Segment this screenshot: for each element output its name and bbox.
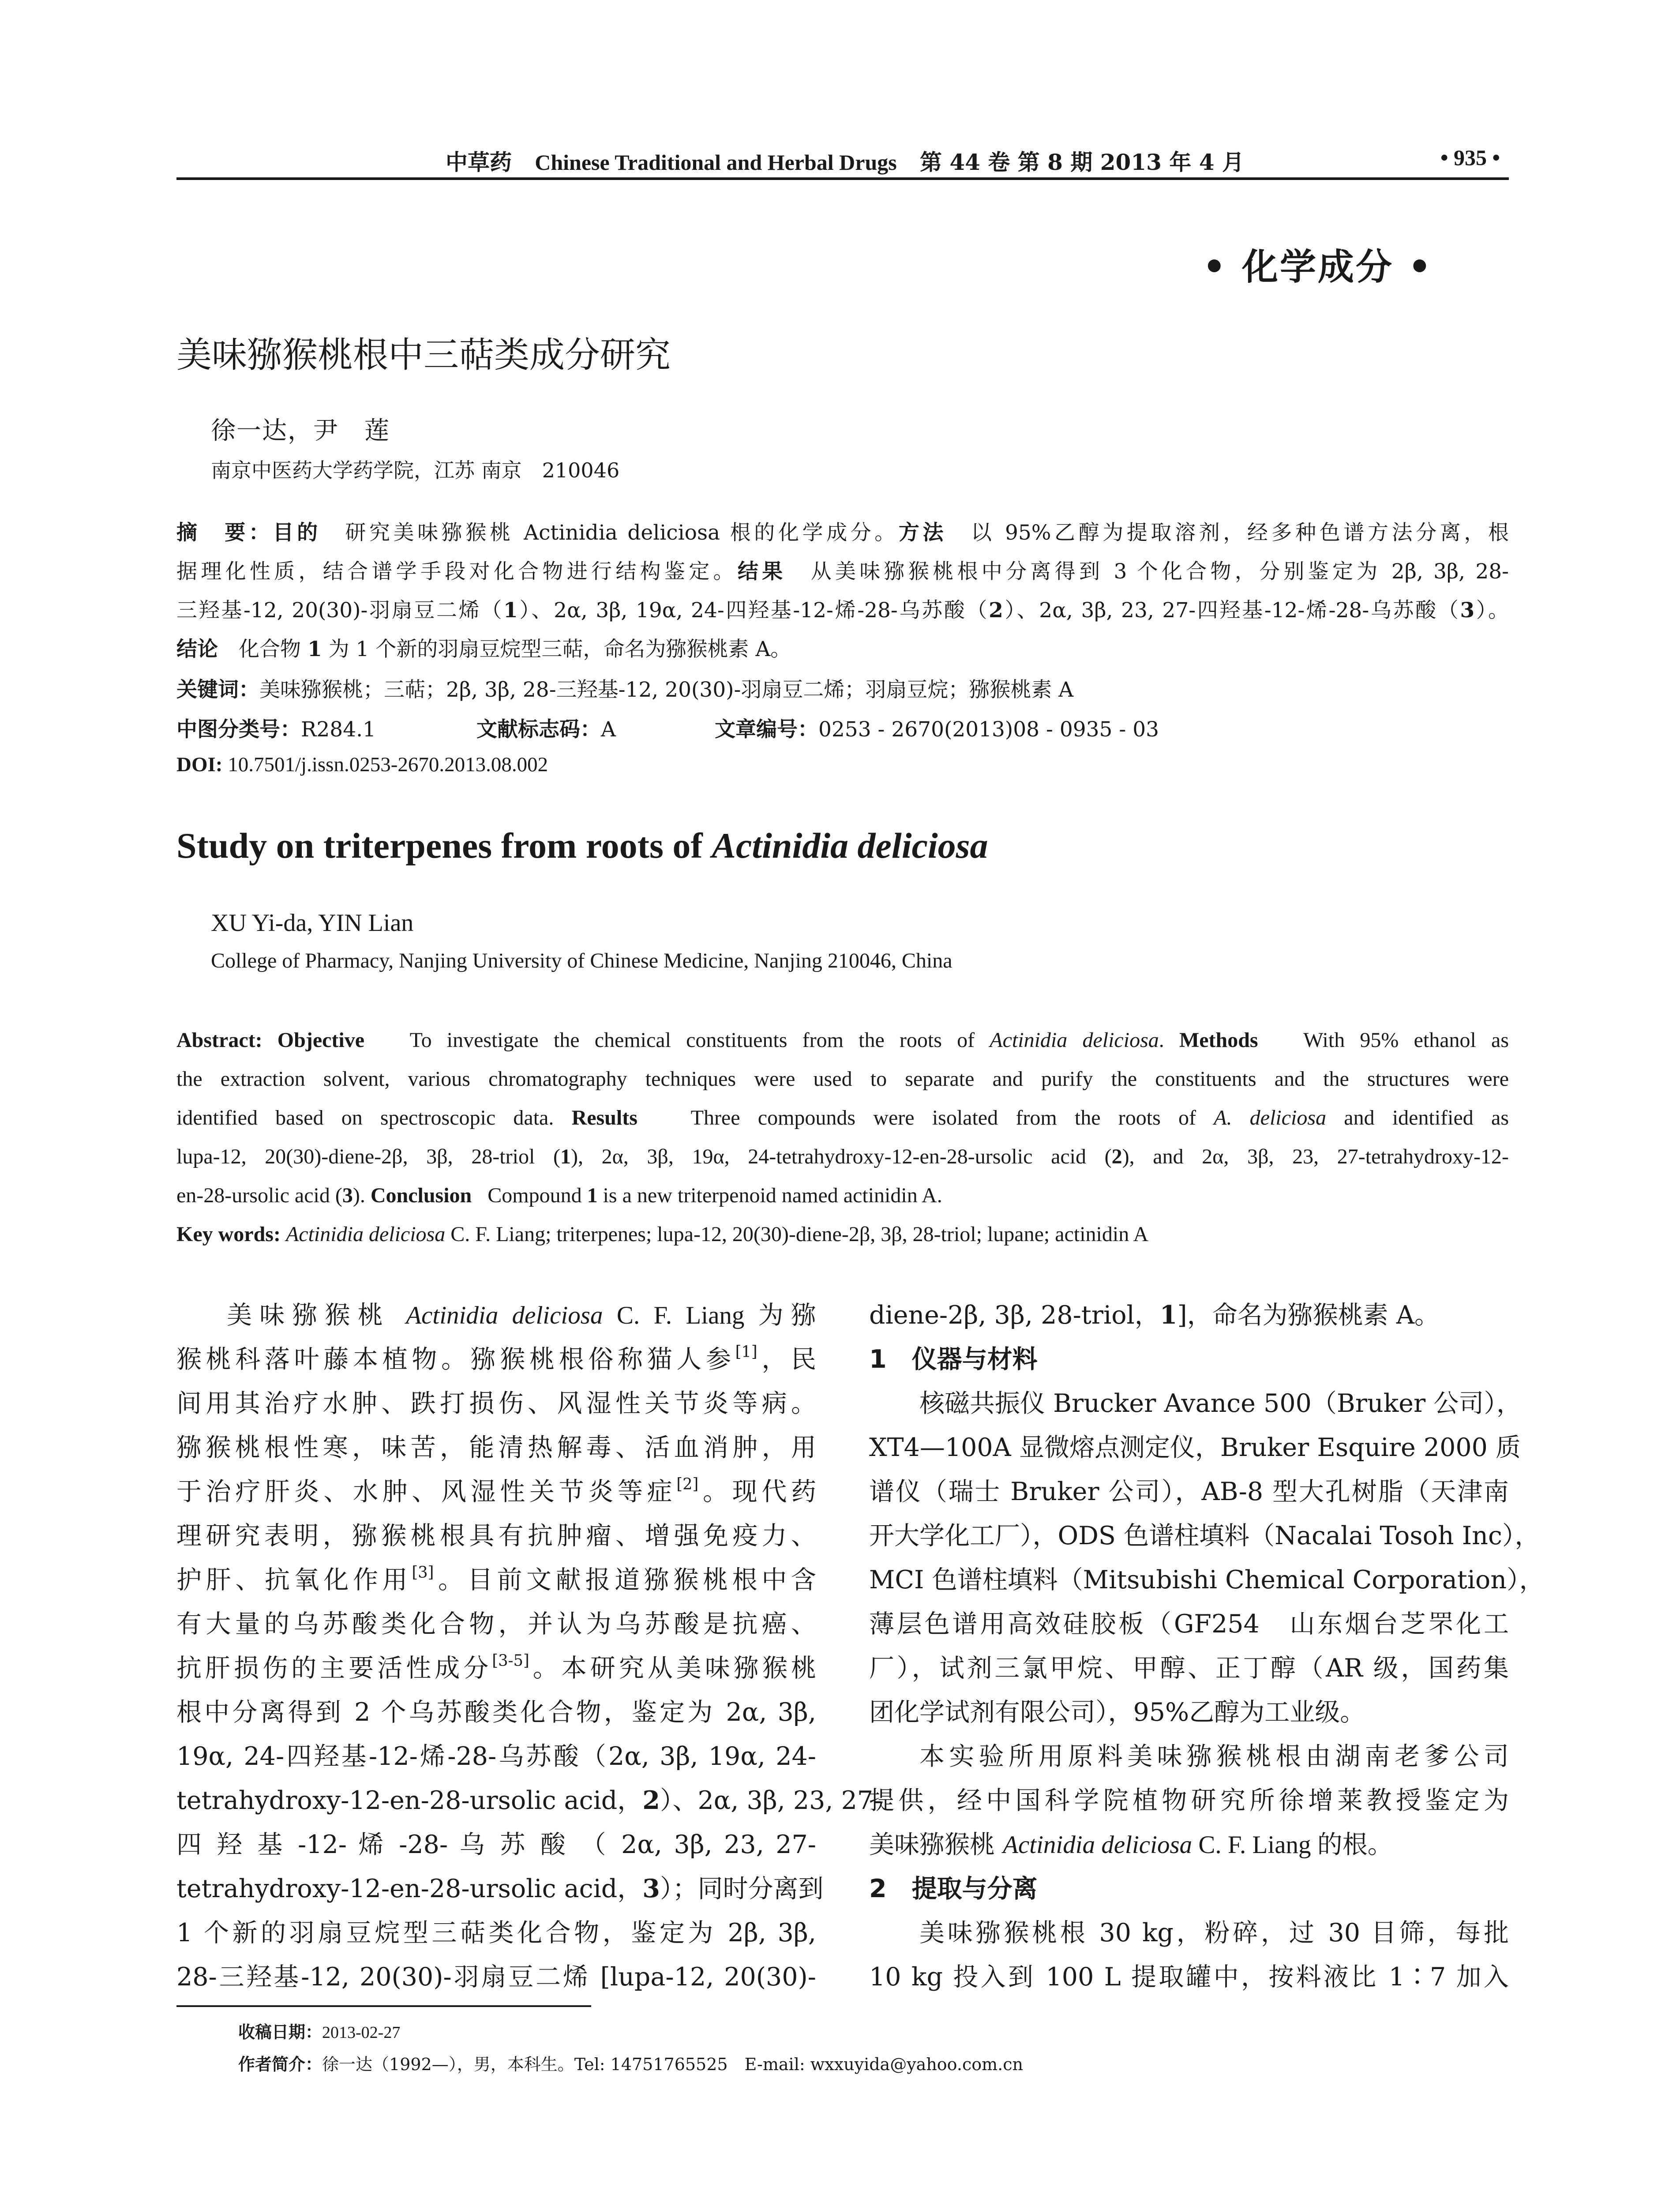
abstract-en-label: Abstract: [176, 1028, 262, 1052]
received-label: 收稿日期： [238, 2022, 322, 2042]
compound-ref: 2 [642, 1786, 660, 1815]
body-text: 抗肝损伤的主要活性成分 [176, 1654, 492, 1683]
abstract-en-line-5 [176, 1183, 1509, 1208]
body-text: 美味猕猴桃 [227, 1301, 406, 1330]
species-name: Actinidia deliciosa [285, 1223, 446, 1246]
body-text: C. F. Liang 的根。 [1192, 1831, 1393, 1859]
authors-cn: 徐一达，尹 莲 [211, 416, 390, 445]
abstract-en-text: and identified as [1326, 1106, 1509, 1129]
doc-code-label: 文献标志码： [476, 717, 601, 742]
citation-ref: [2] [676, 1475, 699, 1493]
citation-ref: [3-5] [492, 1651, 529, 1670]
keywords-cn-text: 美味猕猴桃；三萜；2β, 3β, 28-三羟基-12, 20(30)-羽扇豆二烯；羽扇豆烷；猕猴桃素 A [259, 678, 1074, 702]
body-text: 。目前文献报道猕猴桃根中含 [434, 1565, 817, 1594]
keywords-cn [176, 673, 1509, 703]
body-text: 。本研究从美味猕猴桃 [529, 1654, 817, 1683]
methods-cn-a: 以 95%乙醇为提取溶剂，经多种色谱方法分离，根 [971, 521, 1509, 545]
body-line: 1 个新的羽扇豆烷型三萜类化合物，鉴定为 2β, 3β, [176, 1918, 816, 1947]
body-text: 于治疗肝炎、水肿、风湿性关节炎等症 [176, 1477, 677, 1506]
abstract-en-line-2 [176, 1067, 1509, 1091]
conclusion-label-cn: 结论 [176, 637, 218, 661]
body-line: 四 羟 基 -12- 烯 -28- 乌 苏 酸 （ 2α, 3β, 23, 27- [176, 1830, 816, 1859]
footnote-received [238, 2018, 400, 2043]
abstract-en-text: . [1159, 1028, 1179, 1052]
journal-info [446, 145, 1244, 176]
running-header [176, 140, 1509, 177]
body-text: 猴桃科落叶藤本植物。猕猴桃根俗称猫人参 [176, 1345, 735, 1374]
abstract-cn-line-4 [176, 633, 1509, 662]
author-bio-label: 作者简介： [238, 2054, 322, 2074]
objective-label-en: Objective [277, 1028, 365, 1052]
body-line: 10 kg 投入到 100 L 提取罐中，按料液比 1∶7 加入 [869, 1962, 1509, 1992]
results-cn-b2: ）、2α, 3β, 19α, 24-四羟基-12-烯-28-乌苏酸（ [518, 598, 989, 623]
title-cn: 美味猕猴桃根中三萜类成分研究 [176, 334, 671, 375]
methods-cn-b: 据理化性质，结合谱学手段对化合物进行结构鉴定。 [176, 559, 738, 584]
body-text: diene-2β, 3β, 28-triol， [869, 1301, 1160, 1330]
abstract-en-line-4 [176, 1144, 1509, 1169]
citation-ref: [3] [412, 1563, 434, 1582]
keywords-en [176, 1222, 1509, 1246]
conclusion-cn-b: 为 1 个新的羽扇豆烷型三萜，命名为猕猴桃素 A。 [328, 637, 791, 661]
abstract-en-line-3 [176, 1106, 1509, 1130]
abstract-en-text: ), and 2α, 3β, 23, 27-tetrahydroxy-12- [1122, 1145, 1509, 1168]
clc-value: R284.1 [301, 717, 376, 742]
body-line [176, 1868, 824, 1905]
abstract-en-text: en-28-ursolic acid ( [176, 1184, 342, 1207]
title-en-plain: Study on triterpenes from roots of [176, 825, 712, 866]
header-rule [176, 177, 1509, 180]
body-text: ）、2α, 3β, 23, 27- [660, 1786, 882, 1815]
section-heading-2: 2 提取与分离 [869, 1874, 1038, 1903]
doi-value: 10.7501/j.issn.0253-2670.2013.08.002 [228, 753, 548, 776]
clc-label: 中图分类号： [176, 717, 301, 742]
body-line [176, 1780, 882, 1816]
results-cn-a: 从美味猕猴桃根中分离得到 3 个化合物，分别鉴定为 2β, 3β, 28- [810, 559, 1509, 584]
abstract-en-text: Three compounds were isolated from the roots of [690, 1106, 1214, 1129]
body-text: tetrahydroxy-12-en-28-ursolic acid， [176, 1786, 643, 1815]
title-en [176, 825, 988, 867]
body-line [869, 1295, 1509, 1331]
article-number-label: 文章编号： [715, 717, 818, 742]
body-text: tetrahydroxy-12-en-28-ursolic acid， [176, 1874, 643, 1903]
body-line: 开大学化工厂），ODS 色谱柱填料（Nacalai Tosoh Inc）， [869, 1521, 1540, 1550]
body-line: 团化学试剂有限公司），95%乙醇为工业级。 [869, 1698, 1365, 1727]
abstract-cn-line-2 [176, 555, 1509, 585]
species-name: Actinidia deliciosa [1003, 1831, 1192, 1859]
article-number-value: 0253 - 2670(2013)08 - 0935 - 03 [818, 717, 1159, 742]
abstract-en-text: is a new triterpenoid named actinidin A. [597, 1184, 942, 1207]
abstract-en-text: the extraction solvent, various chromatography techniques were used to separate and purify the constituents and the structures were [176, 1067, 1509, 1091]
keywords-en-label: Key words: [176, 1223, 281, 1246]
body-line: 28-三羟基-12, 20(30)-羽扇豆二烯 [lupa-12, 20(30)- [176, 1962, 816, 1992]
doi [176, 753, 1509, 777]
doc-code-value: A [601, 717, 616, 742]
body-text: ）；同时分离到 [660, 1874, 824, 1903]
body-line: 薄层色谱用高效硅胶板（GF254 山东烟台芝罘化工 [869, 1609, 1509, 1639]
body-line: 间用其治疗水肿、跌打损伤、风湿性关节炎等病。 [176, 1389, 816, 1418]
authors-en: XU Yi-da, YIN Lian [211, 909, 414, 937]
results-label-en: Results [571, 1106, 638, 1129]
body-line: 核磁共振仪 Brucker Avance 500（Bruker 公司）， [919, 1389, 1522, 1418]
abstract-en-text: To investigate the chemical constituents from the roots of [409, 1028, 990, 1052]
body-line: MCI 色谱柱填料（Mitsubishi Chemical Corporation）， [869, 1565, 1545, 1594]
results-label-cn: 结果 [737, 559, 787, 584]
body-line [176, 1295, 816, 1331]
body-text: 。现代药 [698, 1477, 817, 1506]
abstract-cn-line-1 [176, 516, 1509, 546]
body-text: ]，命名为猕猴桃素 A。 [1177, 1301, 1440, 1330]
body-text: ，民 [757, 1345, 817, 1374]
keywords-cn-label: 关键词： [176, 678, 259, 702]
body-line: 理研究表明，猕猴桃根具有抗肿瘤、增强免疫力、 [176, 1521, 816, 1550]
journal-name-cn: 中草药 [446, 149, 512, 175]
abstract-en-line-1 [176, 1028, 1509, 1052]
compound-ref: 3 [642, 1874, 660, 1903]
affiliation-cn: 南京中医药大学药学院，江苏 南京 210046 [211, 458, 620, 482]
body-line [176, 1339, 816, 1375]
title-en-italic: Actinidia deliciosa [712, 825, 988, 866]
body-line: 谱仪（瑞士 Bruker 公司），AB-8 型大孔树脂（天津南 [869, 1477, 1509, 1506]
citation-ref: [1] [735, 1343, 758, 1361]
body-line [176, 1471, 816, 1508]
species-name: A. deliciosa [1214, 1106, 1327, 1129]
issue-info: 第 44 卷 第 8 期 2013 年 4 月 [919, 149, 1244, 175]
results-cn-b4: ）。 [1474, 598, 1509, 623]
compound-ref: 2 [989, 598, 1003, 623]
conclusion-label-en: Conclusion [370, 1184, 472, 1207]
results-cn-b3: ）、2α, 3β, 23, 27-四羟基-12-烯-28-乌苏酸（ [1003, 598, 1460, 623]
compound-ref: 1 [560, 1145, 571, 1168]
doi-label: DOI: [176, 753, 223, 776]
body-line: XT4—100A 显微熔点测定仪，Bruker Esquire 2000 质 [869, 1433, 1521, 1462]
footnote-author [238, 2051, 1023, 2075]
section-label: • 化学成分 • [1203, 246, 1433, 288]
body-line: 有大量的乌苏酸类化合物，并认为乌苏酸是抗癌、 [176, 1609, 816, 1639]
compound-ref: 1 [587, 1184, 598, 1207]
body-line: 本实验所用原料美味猕猴桃根由湖南老爹公司 [919, 1742, 1509, 1771]
footnote-rule [176, 2005, 591, 2007]
conclusion-cn-a: 化合物 [239, 637, 301, 661]
abstract-en-text: Compound [488, 1184, 587, 1207]
results-cn-b: 三羟基-12, 20(30)-羽扇豆二烯（ [176, 598, 503, 623]
classification [176, 713, 1509, 743]
body-text: 美味猕猴桃 [869, 1830, 1003, 1859]
section-heading-1: 1 仪器与材料 [869, 1345, 1038, 1374]
compound-ref: 3 [1460, 598, 1475, 623]
abstract-cn-label: 摘 要： [176, 521, 273, 545]
body-line: 根中分离得到 2 个乌苏酸类化合物，鉴定为 2α, 3β, [176, 1698, 816, 1727]
journal-name-en: Chinese Traditional and Herbal Drugs [535, 150, 897, 175]
abstract-cn-line-3 [176, 594, 1509, 623]
body-line [176, 1648, 816, 1684]
objective-cn: 研究美味猕猴桃 Actinidia deliciosa 根的化学成分。 [345, 521, 899, 545]
species-name: Actinidia deliciosa [990, 1028, 1159, 1052]
methods-label-en: Methods [1179, 1028, 1258, 1052]
compound-ref: 3 [342, 1184, 353, 1207]
body-line [176, 1560, 816, 1596]
body-line: 19α, 24-四羟基-12-烯-28-乌苏酸（2α, 3β, 19α, 24- [176, 1742, 816, 1771]
body-text: C. F. Liang 为猕 [603, 1302, 816, 1329]
body-text: 护肝、抗氧化作用 [176, 1565, 412, 1594]
species-name: Actinidia deliciosa [406, 1302, 603, 1329]
abstract-en-text: identified based on spectroscopic data. [176, 1106, 572, 1129]
author-bio: 徐一达（1992—），男，本科生。Tel: 14751765525 E-mail: wxxuyida@yahoo.com.cn [322, 2055, 1024, 2074]
abstract-en-text: ). [352, 1184, 371, 1207]
body-line: 厂），试剂三氯甲烷、甲醇、正丁醇（AR 级，国药集 [869, 1654, 1509, 1683]
compound-ref: 1 [1159, 1300, 1178, 1330]
affiliation-en: College of Pharmacy, Nanjing University of Chinese Medicine, Nanjing 210046, China [211, 949, 952, 972]
methods-label-cn: 方法 [898, 521, 947, 545]
body-line [869, 1824, 1509, 1861]
abstract-en-text: With 95% ethanol as [1303, 1028, 1509, 1052]
received-date: 2013-02-27 [322, 2023, 401, 2042]
objective-label-cn: 目的 [273, 521, 321, 545]
compound-ref: 2 [1111, 1145, 1122, 1168]
abstract-en-text: lupa-12, 20(30)-diene-2β, 3β, 28-triol ( [176, 1145, 560, 1168]
compound-ref: 1 [307, 637, 322, 661]
keywords-en-text: C. F. Liang; triterpenes; lupa-12, 20(30)-diene-2β, 3β, 28-triol; lupane; actinidin A [445, 1223, 1149, 1246]
body-line: 提供，经中国科学院植物研究所徐增莱教授鉴定为 [869, 1786, 1509, 1815]
page-number: • 935 • [1440, 145, 1500, 170]
compound-ref: 1 [503, 598, 518, 623]
abstract-en-text: ), 2α, 3β, 19α, 24-tetrahydroxy-12-en-28-ursolic acid ( [570, 1145, 1112, 1168]
body-line: 美味猕猴桃根 30 kg，粉碎，过 30 目筛，每批 [919, 1918, 1509, 1947]
body-line: 猕猴桃根性寒，味苦，能清热解毒、活血消肿，用 [176, 1433, 816, 1462]
